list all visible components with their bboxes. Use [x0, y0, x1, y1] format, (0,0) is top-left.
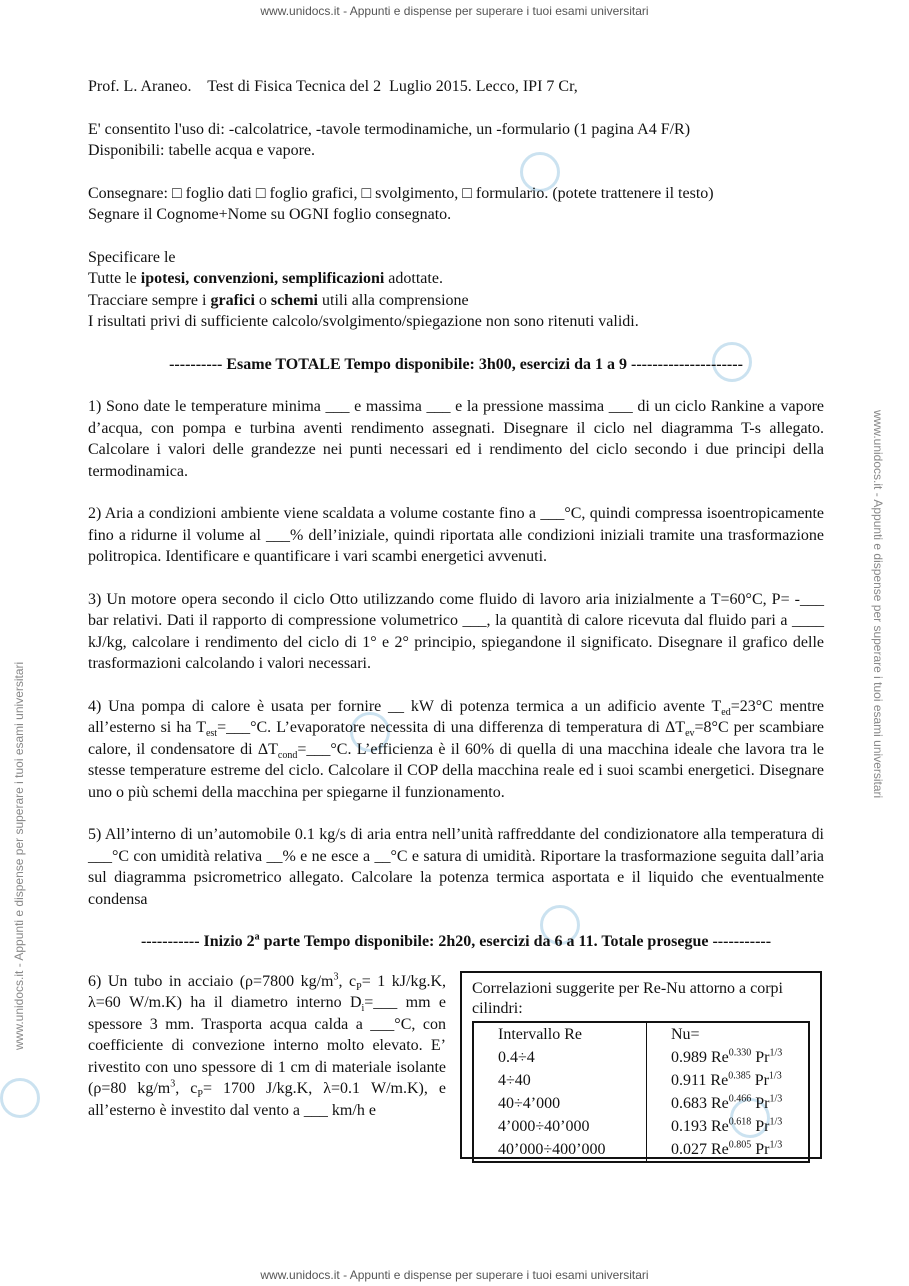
- exam-header: Prof. L. Araneo. Test di Fisica Tecnica del 2 Luglio 2015. Lecco, IPI 7 Cr,: [88, 78, 578, 95]
- table-row: [473, 1069, 809, 1092]
- graphs-line: Tracciare sempre i grafici o schemi utili alla comprensione: [88, 291, 469, 309]
- table-row: [473, 1092, 809, 1115]
- watermark-logo-icon: [0, 1078, 40, 1118]
- exercise-6: 6) Un tubo in acciaio (ρ=7800 $kg/m^3$, $c_P= 1$ kJ/kg.K, λ=60 W/m.K) ha il diametro interno $D_i=\_\_\_$ mm e spessore 3 mm. Trasporta acqua calda a ___°C, con coefficiente di convezione interno molto elevato. E’ rivestito con uno spessore di 1 cm di materiale isolante (ρ=80 $kg/m^3$, $c_P= 1700$ J/kg.K, λ=0.1 W/m.K), e all’esterno è investito dal vento a ___ km/h e: [88, 971, 447, 1119]
- exercise-3: 3) Un motore opera secondo il ciclo Otto utilizzando come fluido di lavoro aria inizialmente a T=60°C, P= -___ bar relativi. Dati il rapporto di compressione volumetrico ___, la quantità di calore ricevuta dal fluido pari a ____ kJ/kg, calcolare i rendimento del ciclo di 1° e 2° principio, spiegandone il significato. Disegnare il grafico delle trasformazioni calcolando i valori necessari.: [88, 590, 824, 672]
- table-header-row: [473, 1022, 809, 1046]
- correlation-table: [472, 1021, 810, 1163]
- nu-cell: 0.027 $Re^{0.805}$ $Pr^{1/3}$: [671, 1139, 783, 1158]
- watermark-bottom: www.unidocs.it - Appunti e dispense per superare i tuoi esami universitari: [260, 1268, 649, 1282]
- table-row: [473, 1115, 809, 1138]
- header-nu: Nu=: [671, 1025, 700, 1043]
- exercise-1: 1) Sono date le temperature minima ___ e massima ___ e la pressione massima ___ di un ciclo Rankine a vapore d’acqua, con pompa e turbina aventi rendimento assegnati. Disegnare il ciclo nel diagramma T-s allegato. Calcolare i valori delle grandezze nei punti necessari ed i rendimento del ciclo secondo i due principi della termodinamica.: [88, 398, 824, 480]
- exam-sheet: [88, 76, 824, 1171]
- specify-label: Specificare le: [88, 248, 176, 266]
- watermark-left: www.unidocs.it - Appunti e dispense per superare i tuoi esami universitari: [12, 661, 26, 1050]
- table-row: [473, 1046, 809, 1069]
- nu-cell: 0.911 $Re^{0.385}$ $Pr^{1/3}$: [671, 1070, 782, 1089]
- range-cell: 40÷4’000: [473, 1092, 647, 1115]
- results-line: I risultati privi di sufficiente calcolo/svolgimento/spiegazione non sono ritenuti validi.: [88, 313, 639, 330]
- sign-instructions: Segnare il Cognome+Nome su OGNI foglio consegnato.: [88, 206, 452, 223]
- nu-cell: 0.193 $Re^{0.618}$ $Pr^{1/3}$: [671, 1116, 783, 1135]
- exercise-2: 2) Aria a condizioni ambiente viene scaldata a volume costante fino a ___°C, quindi compressa isoentropicamente fino a ridurne il volume al ___% dell’iniziale, quindi riportata alle condizioni iniziali tramite una trasformazione politropica. Identificare e quantificare i vari scambi energetici avvenuti.: [88, 505, 824, 565]
- range-cell: 4’000÷40’000: [473, 1115, 647, 1138]
- correlation-box: [460, 971, 822, 1159]
- allowed-materials: E' consentito l'uso di: -calcolatrice, -tavole termodinamiche, un -formulario (1 pagina A4 F/R): [88, 120, 691, 138]
- exercise-6-block: [88, 971, 824, 1171]
- exercise-5: 5) All’interno di un’automobile 0.1 kg/s di aria entra nell’unità raffreddante del condizionatore alla temperatura di ___°C con umidità relativa __% e ne esce a __°C e satura di umidità. Riportare la trasformazione seguita dall’aria sul diagramma psicrometrico allegato. Calcolare la potenza termica asportata e il liquido che eventualmente condensa: [88, 826, 824, 908]
- nu-cell: 0.989 $Re^{0.330}$ $Pr^{1/3}$: [671, 1047, 783, 1066]
- table-row: [473, 1138, 809, 1162]
- range-cell: 40’000÷400’000: [473, 1138, 647, 1162]
- available-materials: Disponibili: tabelle acqua e vapore.: [88, 142, 316, 159]
- range-cell: 4÷40: [473, 1069, 647, 1092]
- range-cell: 0.4÷4: [473, 1046, 647, 1069]
- hypotheses-line: Tutte le ipotesi, convenzioni, semplificazioni adottate.: [88, 270, 443, 287]
- watermark-right: www.unidocs.it - Appunti e dispense per superare i tuoi esami universitari: [871, 410, 885, 799]
- deliver-instructions: Consegnare: □ foglio dati □ foglio grafici, □ svolgimento, □ formulario. (potete trattenere il testo): [88, 184, 714, 202]
- nu-cell: 0.683 $Re^{0.466}$ $Pr^{1/3}$: [671, 1093, 783, 1112]
- exercise-4: 4) Una pompa di calore è usata per fornire __ kW di potenza termica a un adificio avente $T_{ed}=23^\circ C$ mentre all’esterno si ha $T_{est}=\_\_\_^\circ C$. L’evaporatore necessita di una differenza di temperatura di $\Delta T_{ev}=8^\circ C$ per scambiare calore, il condensatore di $\Delta T_{cond}=\_\_\_^\circ C$. L’efficienza è il 60% di quella di una macchina ideale che lavora tra le stesse temperature estreme del ciclo. Calcolare il COP della macchina reale ed i suoi scambi energetici. Disegnare uno o più schemi della macchina per spiegarne il funzionamento.: [88, 697, 825, 801]
- section-total-header: ---------- Esame TOTALE Tempo disponibile: 3h00, esercizi da 1 a 9 ---------------------: [169, 355, 743, 373]
- header-range: Intervallo Re: [473, 1022, 647, 1046]
- correlation-title: Correlazioni suggerite per Re-Nu attorno a corpi cilindri:: [472, 979, 783, 1017]
- watermark-top: www.unidocs.it - Appunti e dispense per superare i tuoi esami universitari: [260, 4, 649, 18]
- section-part2-header: ----------- Inizio 2$^a$ parte Tempo disponibile: 2h20, esercizi da 6 a 11. Totale prosegue -----------: [140, 931, 772, 950]
